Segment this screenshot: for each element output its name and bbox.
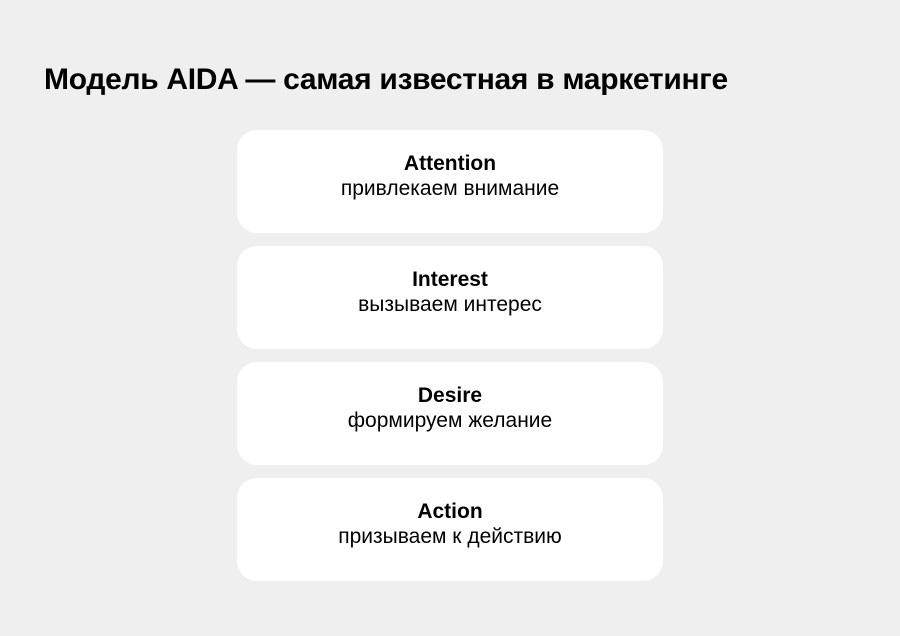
stage-title: Action [417,500,483,523]
stage-card-attention [237,130,663,233]
stage-description: призываем к действию [338,525,562,548]
page-title: Модель AIDA — самая известная в маркетинге [44,63,728,96]
aida-stages-list [237,130,663,581]
stage-card-action [237,478,663,581]
stage-card-desire [237,362,663,465]
stage-title: Attention [403,152,497,175]
stage-title: Interest [412,268,488,291]
stage-card-interest [237,246,663,349]
stage-description: формируем желание [347,409,553,432]
stage-title: Desire [417,384,483,407]
stage-description: привлекаем внимание [340,177,560,200]
stage-description: вызываем интерес [358,293,542,316]
